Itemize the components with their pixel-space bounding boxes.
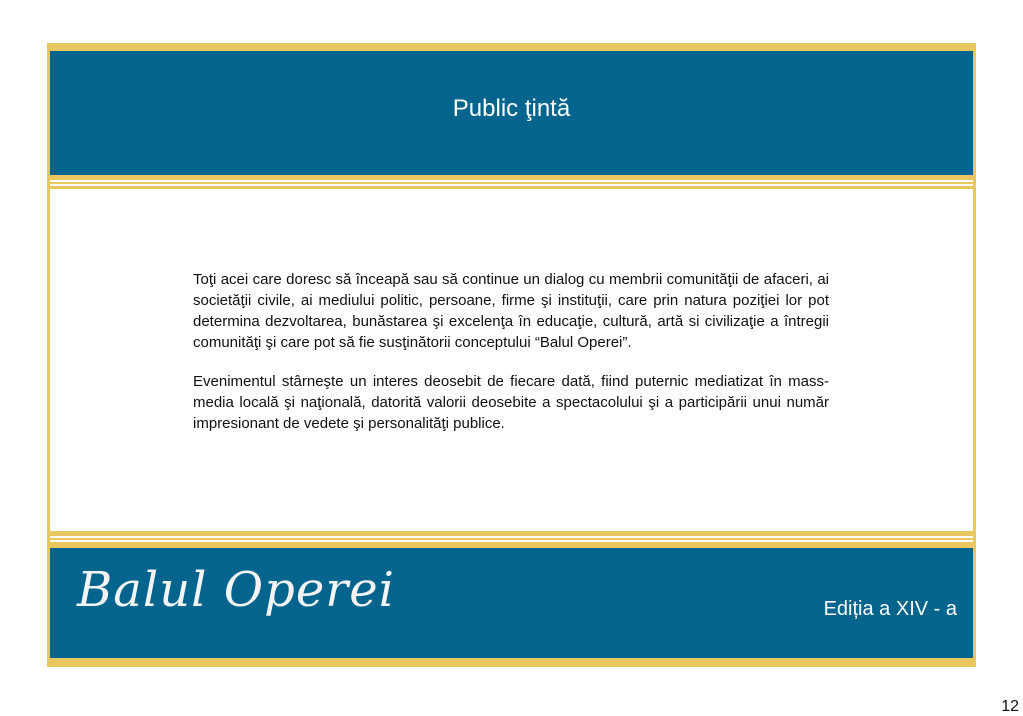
header-band	[50, 51, 973, 175]
page-number: 12	[1001, 698, 1019, 715]
slide	[47, 43, 976, 667]
paragraph: Evenimentul stârneşte un interes deosebit de fiecare dată, fiind puternic mediatizat în mass-media locală şi naţională, datorită valorii deosebite a spectacolului şi a participării unui număr impresionant de vedete şi personalităţi publice.	[193, 373, 829, 432]
divider-line	[50, 536, 973, 538]
divider-line	[50, 184, 973, 186]
edition-label: Ediția a XIV - a	[823, 598, 957, 620]
paragraph: Toţi acei care doresc să înceapă sau să continue un dialog cu membrii comunităţii de afaceri, ai societăţii civile, ai mediului politic, persoane, firme şi instituţii, care prin natura poziţiei lor pot determina dezvoltarea, bunăstarea şi excelenţa în educaţie, cultură, artă si civilizaţie a întregii comunităţi şi care pot să fie susţinătorii conceptului “Balul Operei”.	[193, 271, 829, 351]
divider-line	[50, 180, 973, 182]
slide-title: Public ţintă	[452, 95, 571, 122]
content-panel	[50, 189, 973, 531]
balul-operei-logo: Balul Operei	[77, 562, 395, 618]
body-text	[193, 269, 829, 452]
footer-band	[50, 548, 973, 658]
divider-line	[50, 540, 973, 542]
